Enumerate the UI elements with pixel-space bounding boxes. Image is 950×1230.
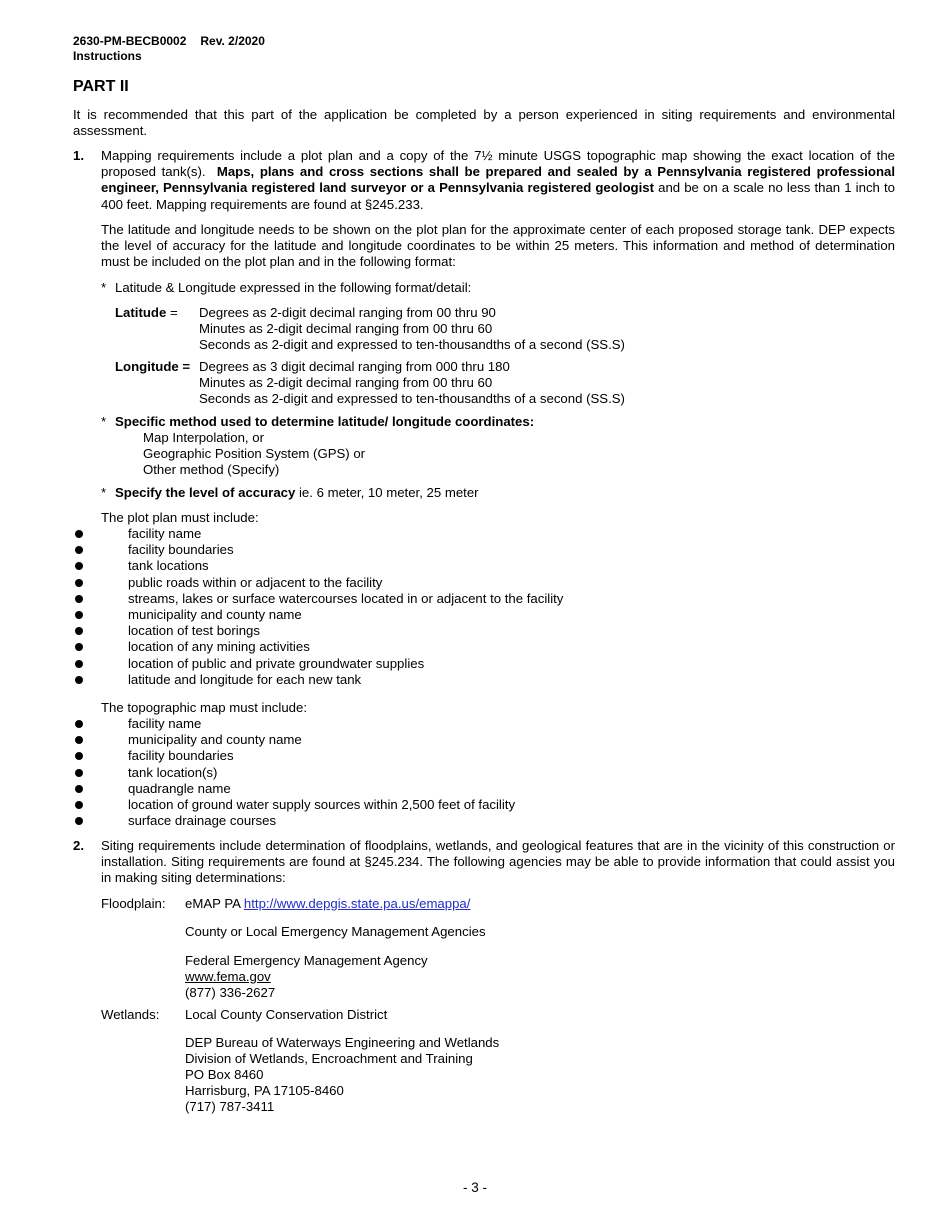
bullet-dot (75, 595, 83, 603)
emap-line (185, 896, 470, 912)
bullet-dot (75, 720, 83, 728)
list-item: facility name (73, 526, 773, 542)
revision: Rev. 2/2020 (200, 34, 265, 48)
list-item: facility boundaries (73, 748, 773, 764)
list-item: location of test borings (73, 623, 773, 639)
part-title: PART II (73, 78, 129, 95)
bullet-dot (75, 736, 83, 744)
floodplain-label: Floodplain: (101, 896, 166, 911)
item-1-number: 1. (73, 148, 84, 163)
list-item: facility boundaries (73, 542, 773, 558)
fema-name: Federal Emergency Management Agency (185, 953, 428, 968)
latitude-label-row (115, 305, 178, 321)
dep-address-line: (717) 787-3411 (185, 1099, 275, 1114)
format-intro: Latitude & Longitude expressed in the following format/detail: (115, 280, 472, 295)
list-item: tank location(s) (73, 765, 773, 781)
list-item: municipality and county name (73, 732, 773, 748)
bullet-dot (75, 546, 83, 554)
bullet-dot (75, 801, 83, 809)
method-line: Map Interpolation, or (143, 430, 264, 445)
accuracy-line (115, 485, 479, 501)
latitude-eq: = (169, 305, 178, 320)
wetlands-label: Wetlands: (101, 1007, 160, 1022)
list-item: tank locations (73, 558, 773, 574)
method-line: Other method (Specify) (143, 462, 280, 477)
item-2-number: 2. (73, 838, 84, 853)
bullet-dot (75, 643, 83, 651)
doc-type: Instructions (73, 49, 142, 63)
list-item: location of any mining activities (73, 639, 773, 655)
list-item: facility name (73, 716, 773, 732)
bullet-dot (75, 627, 83, 635)
plot-plan-list (73, 526, 773, 688)
item-1-text-b: and be on a scale no less than 1 inch to 400 feet. Mapping requirements are found at §245.233. (101, 180, 895, 212)
bullet-dot (75, 562, 83, 570)
latitude-label: Latitude (115, 305, 167, 320)
form-number: 2630-PM-BECB0002 (73, 34, 187, 48)
intro-paragraph: It is recommended that this part of the application be completed by a person experienced in siting requirements and environmental assessment. (73, 107, 895, 139)
bullet-dot (75, 530, 83, 538)
dep-address-line: Harrisburg, PA 17105-8460 (185, 1083, 344, 1098)
longitude-line: Minutes as 2-digit decimal ranging from 00 thru 60 (199, 375, 493, 390)
latitude-line: Minutes as 2-digit decimal ranging from 00 thru 60 (199, 321, 493, 336)
bullet-dot (75, 611, 83, 619)
fema-phone: (877) 336-2627 (185, 985, 276, 1000)
longitude-line: Seconds as 2-digit and expressed to ten-thousandths of a second (SS.S) (199, 391, 625, 406)
star-bullet: * (101, 414, 107, 429)
item-1-text-a: Mapping requirements include a plot plan and a copy of the 7½ minute USGS topographic map showing the exact location of the proposed tank(s). (101, 148, 895, 180)
latlong-paragraph: The latitude and longitude needs to be shown on the plot plan for the approximate center of each proposed storage tank. DEP expects the level of accuracy for the latitude and longitude coordinates to be within 25 meters. This information and method of determination must be included on the plot plan and in the following format: (101, 222, 895, 270)
method-line: Geographic Position System (GPS) or (143, 446, 366, 461)
list-item: municipality and county name (73, 607, 773, 623)
bullet-dot (75, 769, 83, 777)
list-item: public roads within or adjacent to the facility (73, 575, 773, 591)
bullet-dot (75, 676, 83, 684)
bullet-dot (75, 785, 83, 793)
longitude-label: Longitude = (115, 359, 191, 374)
dep-address-line: PO Box 8460 (185, 1067, 264, 1082)
form-header (73, 34, 265, 49)
star-bullet: * (101, 280, 107, 295)
accuracy-values: ie. 6 meter, 10 meter, 25 meter (295, 485, 479, 500)
plot-plan-intro: The plot plan must include: (101, 510, 259, 525)
latitude-line: Degrees as 2-digit decimal ranging from 00 thru 90 (199, 305, 496, 320)
list-item: latitude and longitude for each new tank (73, 672, 773, 688)
page-number: - 3 - (462, 1180, 487, 1195)
list-item: location of public and private groundwater supplies (73, 656, 773, 672)
latitude-line: Seconds as 2-digit and expressed to ten-thousandths of a second (SS.S) (199, 337, 625, 352)
bullet-dot (75, 752, 83, 760)
topo-list (73, 716, 773, 829)
list-item: quadrangle name (73, 781, 773, 797)
emap-link[interactable]: http://www.depgis.state.pa.us/emappa/ (243, 896, 471, 911)
fema-link[interactable]: www.fema.gov (185, 969, 271, 984)
emap-prefix: eMAP PA (185, 896, 241, 911)
star-bullet: * (101, 485, 107, 500)
dep-address-line: Division of Wetlands, Encroachment and Training (185, 1051, 473, 1066)
bullet-dot (75, 579, 83, 587)
longitude-line: Degrees as 3 digit decimal ranging from 000 thru 180 (199, 359, 510, 374)
list-item: surface drainage courses (73, 813, 773, 829)
item-2-paragraph: Siting requirements include determination of floodplains, wetlands, and geological features that are in the vicinity of this construction or installation. Siting requirements are found at §245.234. The following agencies may be able to provide information that could assist you in making siting determinations: (101, 838, 895, 886)
item-1-text-bold: Maps, plans and cross sections shall be prepared and sealed by a Pennsylvania registered professional engineer, Pennsylvania registered land surveyor or a Pennsylvania registered geologist (101, 164, 896, 196)
dep-address-line: DEP Bureau of Waterways Engineering and Wetlands (185, 1035, 500, 1050)
method-heading: Specific method used to determine latitude/ longitude coordinates: (115, 414, 535, 429)
item-1-paragraph (101, 148, 895, 213)
list-item: location of ground water supply sources within 2,500 feet of facility (73, 797, 773, 813)
list-item: streams, lakes or surface watercourses located in or adjacent to the facility (73, 591, 773, 607)
county-agencies: County or Local Emergency Management Agencies (185, 924, 486, 939)
bullet-dot (75, 817, 83, 825)
bullet-dot (75, 660, 83, 668)
conservation-district: Local County Conservation District (185, 1007, 388, 1022)
accuracy-label: Specify the level of accuracy (115, 485, 296, 500)
topo-intro: The topographic map must include: (101, 700, 307, 715)
